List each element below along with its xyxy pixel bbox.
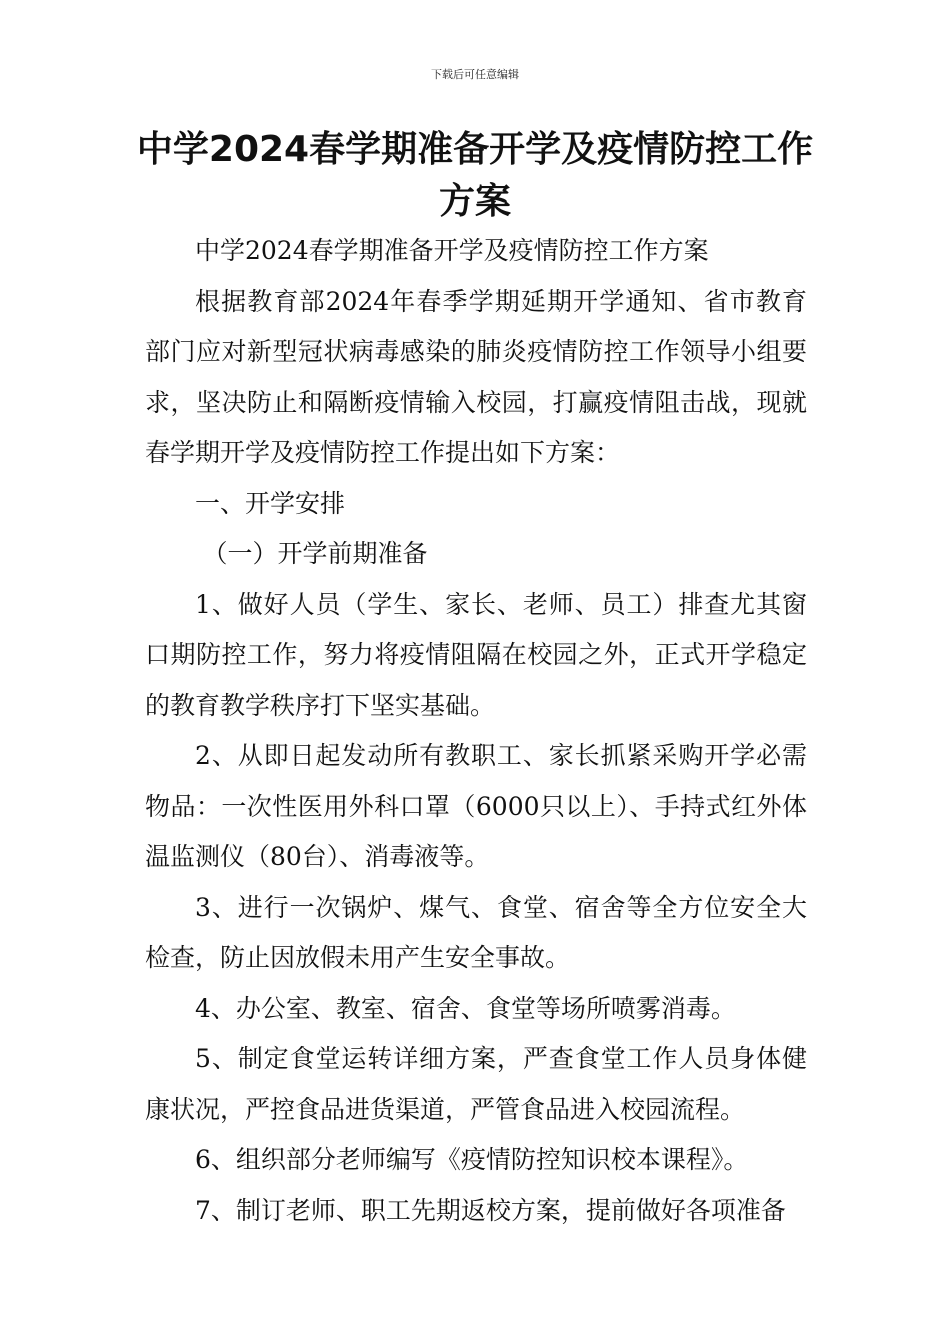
paragraph-subtitle: 中学2024春学期准备开学及疫情防控工作方案 xyxy=(195,236,709,265)
list-item: 7、制订老师、职工先期返校方案，提前做好各项准备 xyxy=(195,1195,786,1225)
document-body xyxy=(145,226,807,1236)
subsection-heading: （一）开学前期准备 xyxy=(202,539,428,568)
document-title: 中学2024春学期准备开学及疫情防控工作方案 xyxy=(136,129,814,222)
paragraph-intro: 根据教育部2024年春季学期延期开学通知、省市教育部门应对新型冠状病毒感染的肺炎疫情防控工作领导小组要求，坚决防止和隔断疫情输入校园，打赢疫情阻击战，现就春学期开学及疫情防控工作提出如下方案： xyxy=(145,286,807,467)
list-item: 6、组织部分老师编写《疫情防控知识校本课程》。 xyxy=(195,1145,749,1174)
list-item: 4、办公室、教室、宿舍、食堂等场所喷雾消毒。 xyxy=(195,993,736,1023)
header-note: 下载后可任意编辑 xyxy=(431,68,519,81)
section-heading: 一、开学安排 xyxy=(195,488,346,518)
list-item: 1、做好人员（学生、家长、老师、员工）排查尤其窗口期防控工作，努力将疫情阻隔在校园之外，正式开学稳定的教育教学秩序打下坚实基础。 xyxy=(145,589,807,720)
list-item: 2、从即日起发动所有教职工、家长抓紧采购开学必需物品：一次性医用外科口罩（6000只以上）、手持式红外体温监测仪（80台）、消毒液等。 xyxy=(145,741,807,871)
list-item: 3、进行一次锅炉、煤气、食堂、宿舍等全方位安全大检查，防止因放假未用产生安全事故。 xyxy=(145,892,807,972)
list-item: 5、制定食堂运转详细方案，严查食堂工作人员身体健康状况，严控食品进货渠道，严管食品进入校园流程。 xyxy=(145,1044,807,1124)
